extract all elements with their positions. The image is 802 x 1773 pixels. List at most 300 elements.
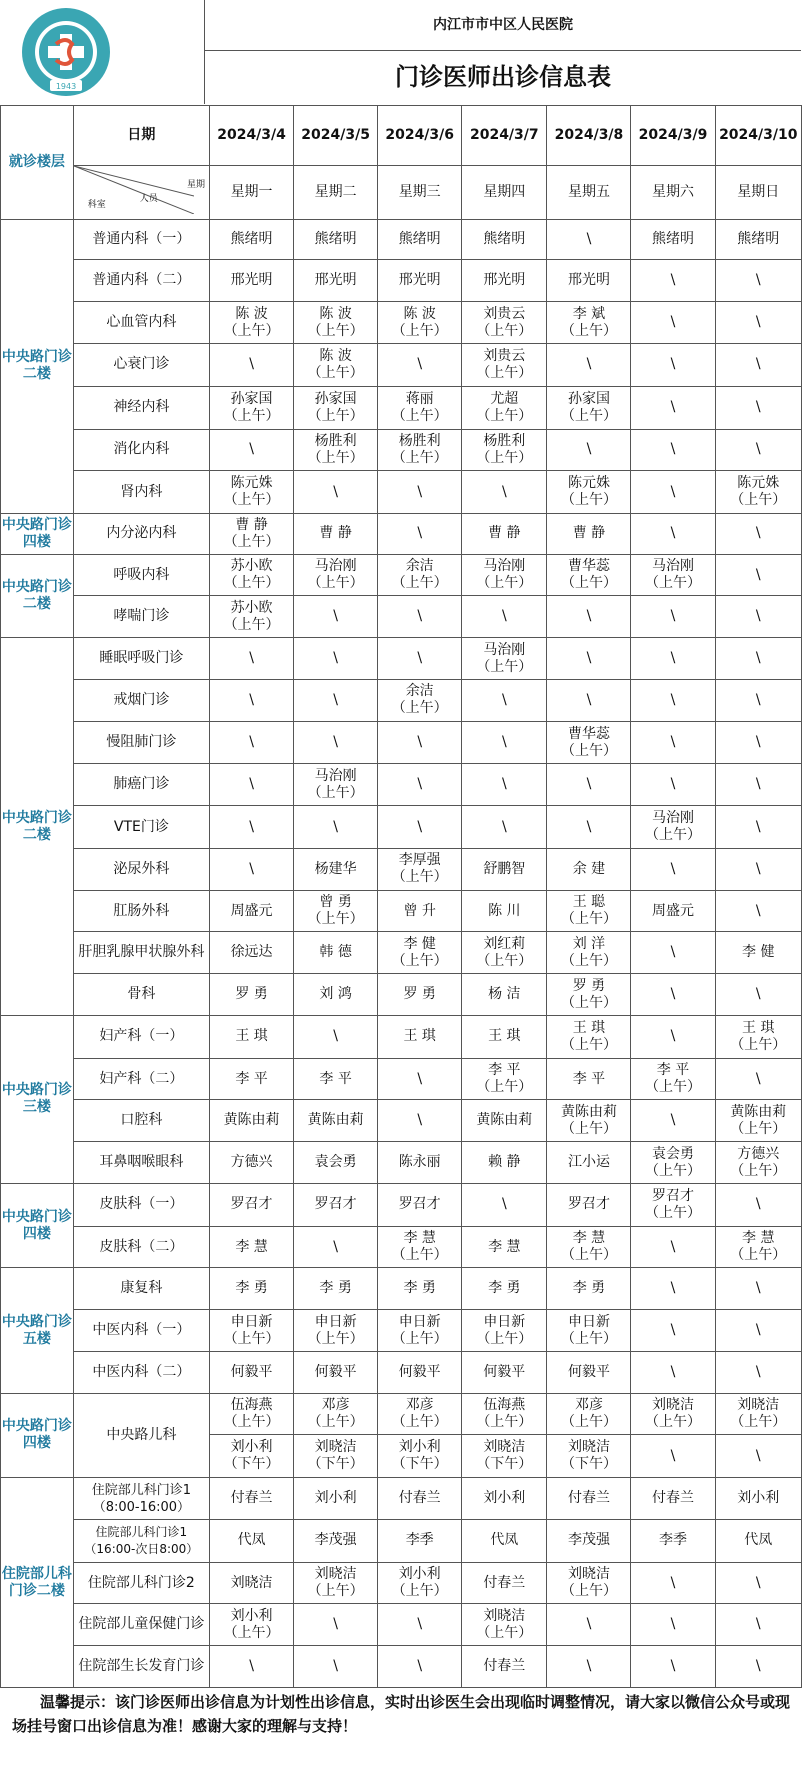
dept-cell: 肺癌门诊 [73, 764, 209, 806]
table-row [1, 1646, 802, 1688]
doctor-cell: 李 慧 （上午） [715, 1226, 801, 1268]
floor-cell: 住院部儿科门诊二楼 [1, 1478, 74, 1688]
doctor-cell: \ [547, 219, 631, 260]
table-row [1, 721, 802, 764]
doctor-cell: \ [715, 386, 801, 429]
doctor-cell: \ [715, 638, 801, 680]
doctor-cell: 熊绪明 [715, 219, 801, 260]
doctor-cell: 何毅平 [378, 1351, 462, 1393]
doctor-cell: 陈 波 （上午） [294, 343, 378, 386]
dept-cell: 神经内科 [73, 386, 209, 429]
doctor-cell: 伍海燕 （上午） [210, 1393, 294, 1435]
doctor-cell: 李 勇 [294, 1268, 378, 1310]
doctor-cell: 王 琪 （上午） [715, 1015, 801, 1058]
doctor-cell: \ [631, 1351, 715, 1393]
doctor-cell: 何毅平 [210, 1351, 294, 1393]
doctor-cell: \ [631, 974, 715, 1016]
footer-note: 温馨提示：该门诊医师出诊信息为计划性出诊信息，实时出诊医生会出现临时调整情况，请大家以微信公众号或现场挂号窗口出诊信息为准！感谢大家的理解与支持！ [12, 1693, 791, 1735]
doctor-cell: 刘贵云 （上午） [462, 302, 547, 344]
dept-cell: 戒烟门诊 [73, 679, 209, 721]
doctor-cell: 曾 升 [378, 890, 462, 932]
date-cell: 2024/3/7 [462, 106, 547, 166]
dept-cell: 中医内科（二） [73, 1351, 209, 1393]
dept-cell: VTE门诊 [73, 806, 209, 849]
doctor-cell: \ [631, 1226, 715, 1268]
doctor-cell: \ [378, 596, 462, 638]
table-row [1, 1310, 802, 1352]
doctor-cell: 孙家国 （上午） [547, 386, 631, 429]
doctor-cell: \ [462, 679, 547, 721]
doctor-cell: \ [715, 679, 801, 721]
date-header: 日期 [73, 106, 209, 166]
dept-cell: 住院部儿科门诊1 （16:00-次日8:00） [73, 1519, 209, 1562]
doctor-cell: 付春兰 [462, 1562, 547, 1604]
doctor-cell: 罗召才 [210, 1183, 294, 1226]
doctor-cell: \ [378, 1058, 462, 1100]
doctor-cell: \ [715, 806, 801, 849]
table-row [1, 974, 802, 1016]
doctor-cell: 申日新 （上午） [378, 1310, 462, 1352]
doctor-cell: 何毅平 [462, 1351, 547, 1393]
doctor-cell: 李 慧 （上午） [547, 1226, 631, 1268]
table-row [1, 471, 802, 514]
doctor-cell: 邢光明 [462, 260, 547, 302]
doctor-cell: \ [294, 638, 378, 680]
doctor-cell: 李 斌 （上午） [547, 302, 631, 344]
doctor-cell: 陈元姝 （上午） [547, 471, 631, 514]
doctor-cell: \ [547, 638, 631, 680]
doctor-cell: 王 琪 [210, 1015, 294, 1058]
doctor-cell: 黄陈由莉 [210, 1100, 294, 1142]
doctor-cell: 马治刚 （上午） [294, 764, 378, 806]
doctor-cell: \ [462, 471, 547, 514]
doctor-cell: \ [631, 1604, 715, 1646]
floor-cell: 中央路门诊二楼 [1, 638, 74, 1016]
doctor-cell: 刘小利 [715, 1478, 801, 1520]
doctor-cell: 刘晓洁 （上午） [631, 1393, 715, 1435]
doctor-cell: \ [715, 721, 801, 764]
dept-cell: 康复科 [73, 1268, 209, 1310]
table-row [1, 638, 802, 680]
doctor-cell: \ [547, 596, 631, 638]
weekday-cell: 星期六 [631, 165, 715, 219]
doctor-cell: \ [378, 806, 462, 849]
doctor-cell: 付春兰 [210, 1478, 294, 1520]
doctor-cell: 陈 川 [462, 890, 547, 932]
date-cell: 2024/3/9 [631, 106, 715, 166]
doctor-cell: 代凤 [715, 1519, 801, 1562]
doctor-cell: 刘晓洁 [210, 1562, 294, 1604]
doctor-cell: \ [378, 1100, 462, 1142]
doctor-cell: 付春兰 [462, 1646, 547, 1688]
doctor-cell: \ [462, 1183, 547, 1226]
page-title: 门诊医师出诊信息表 [395, 63, 611, 91]
table-row [1, 890, 802, 932]
doctor-cell: 曹华蕊 （上午） [547, 554, 631, 596]
doctor-cell: 付春兰 [547, 1478, 631, 1520]
doctor-cell: \ [547, 679, 631, 721]
doctor-cell: \ [294, 721, 378, 764]
doctor-cell: 杨胜利 （上午） [294, 429, 378, 471]
doctor-cell: 刘晓洁 （上午） [547, 1562, 631, 1604]
table-row [1, 386, 802, 429]
doctor-cell: 赖 静 [462, 1142, 547, 1184]
doctor-cell: 李 慧 [210, 1226, 294, 1268]
doctor-cell: \ [210, 343, 294, 386]
doctor-cell: 邢光明 [547, 260, 631, 302]
doctor-cell: \ [294, 596, 378, 638]
doctor-cell: 曹 静 [294, 514, 378, 555]
table-row [1, 219, 802, 260]
doctor-cell: 李茂强 [294, 1519, 378, 1562]
doctor-cell: 李 勇 [462, 1268, 547, 1310]
doctor-cell: 李 勇 [378, 1268, 462, 1310]
doctor-cell: \ [547, 1604, 631, 1646]
doctor-cell: \ [294, 1015, 378, 1058]
doctor-cell: 陈元姝 （上午） [210, 471, 294, 514]
doctor-cell: 刘晓洁 （上午） [462, 1604, 547, 1646]
floor-cell: 中央路门诊四楼 [1, 514, 74, 555]
table-row [1, 848, 802, 890]
table-row [1, 1351, 802, 1393]
dept-cell: 普通内科（一） [73, 219, 209, 260]
doctor-cell: \ [631, 1268, 715, 1310]
doctor-cell: 黄陈由莉 [462, 1100, 547, 1142]
floor-cell: 中央路门诊三楼 [1, 1015, 74, 1183]
doctor-cell: 熊绪明 [462, 219, 547, 260]
doctor-cell: \ [547, 806, 631, 849]
doctor-cell: 黄陈由莉 （上午） [715, 1100, 801, 1142]
doctor-cell: 何毅平 [294, 1351, 378, 1393]
doctor-cell: 罗召才 （上午） [631, 1183, 715, 1226]
dept-cell: 肾内科 [73, 471, 209, 514]
doctor-cell: 熊绪明 [294, 219, 378, 260]
doctor-cell: \ [631, 1015, 715, 1058]
dept-cell: 消化内科 [73, 429, 209, 471]
doctor-cell: \ [631, 596, 715, 638]
doctor-cell: 李 健 （上午） [378, 932, 462, 974]
doctor-cell: 熊绪明 [631, 219, 715, 260]
doctor-cell: \ [715, 1646, 801, 1688]
doctor-cell: 王 琪 [462, 1015, 547, 1058]
doctor-cell: \ [715, 429, 801, 471]
table-row [1, 429, 802, 471]
doctor-cell: 余洁 （上午） [378, 554, 462, 596]
doctor-cell: \ [378, 764, 462, 806]
doctor-cell: 李季 [378, 1519, 462, 1562]
doctor-cell: 刘晓洁 （下午） [547, 1435, 631, 1478]
floor-header: 就诊楼层 [1, 106, 74, 220]
table-row [1, 514, 802, 555]
doctor-cell: \ [210, 1646, 294, 1688]
weekday-cell: 星期一 [210, 165, 294, 219]
table-row [1, 1226, 802, 1268]
doctor-cell: 曹 静 [462, 514, 547, 555]
corner-dept-label: 科室 [87, 199, 106, 210]
page-header [0, 0, 802, 105]
floor-cell: 中央路门诊四楼 [1, 1183, 74, 1268]
doctor-cell: \ [715, 890, 801, 932]
doctor-cell: 李 健 [715, 932, 801, 974]
doctor-cell: \ [294, 1226, 378, 1268]
doctor-cell: \ [631, 386, 715, 429]
doctor-cell: 方德兴 （上午） [715, 1142, 801, 1184]
doctor-cell: \ [715, 302, 801, 344]
doctor-cell: 王 琪 （上午） [547, 1015, 631, 1058]
doctor-cell: 王 聪 （上午） [547, 890, 631, 932]
doctor-cell: 李 慧 [462, 1226, 547, 1268]
doctor-cell: 蒋丽 （上午） [378, 386, 462, 429]
table-row [1, 343, 802, 386]
doctor-cell: 李 慧 （上午） [378, 1226, 462, 1268]
doctor-cell: \ [210, 721, 294, 764]
dept-cell: 耳鼻咽喉眼科 [73, 1142, 209, 1184]
date-cell: 2024/3/4 [210, 106, 294, 166]
dept-cell: 呼吸内科 [73, 554, 209, 596]
doctor-cell: 孙家国 （上午） [294, 386, 378, 429]
doctor-cell: 马治刚 （上午） [462, 554, 547, 596]
doctor-cell: \ [631, 1562, 715, 1604]
doctor-cell: \ [547, 343, 631, 386]
doctor-cell: 刘晓洁 （上午） [715, 1393, 801, 1435]
doctor-cell: 刘 鸿 [294, 974, 378, 1016]
date-cell: 2024/3/10 [715, 106, 801, 166]
weekday-cell: 星期五 [547, 165, 631, 219]
doctor-cell: \ [294, 471, 378, 514]
doctor-cell: 杨建华 [294, 848, 378, 890]
doctor-cell: \ [715, 1058, 801, 1100]
doctor-cell: 刘晓洁 （上午） [294, 1562, 378, 1604]
table-row [1, 806, 802, 849]
doctor-cell: \ [631, 343, 715, 386]
doctor-cell: 黄陈由莉 （上午） [547, 1100, 631, 1142]
dept-cell: 住院部儿科门诊2 [73, 1562, 209, 1604]
weekday-cell: 星期四 [462, 165, 547, 219]
dept-cell: 妇产科（一） [73, 1015, 209, 1058]
doctor-cell: \ [631, 679, 715, 721]
doctor-cell: 马治刚 （上午） [631, 806, 715, 849]
doctor-cell: \ [547, 1646, 631, 1688]
doctor-cell: 李季 [631, 1519, 715, 1562]
date-cell: 2024/3/6 [378, 106, 462, 166]
doctor-cell: \ [631, 932, 715, 974]
dept-cell: 骨科 [73, 974, 209, 1016]
doctor-cell: 李 平 [210, 1058, 294, 1100]
doctor-cell: 李茂强 [547, 1519, 631, 1562]
doctor-cell: \ [631, 638, 715, 680]
doctor-cell: 罗 勇 （上午） [547, 974, 631, 1016]
table-row [1, 1393, 802, 1435]
doctor-cell: 李 平 [294, 1058, 378, 1100]
doctor-cell: 曹华蕊 （上午） [547, 721, 631, 764]
doctor-cell: 何毅平 [547, 1351, 631, 1393]
doctor-cell: \ [210, 679, 294, 721]
doctor-cell: 袁会勇 [294, 1142, 378, 1184]
doctor-cell: 徐远达 [210, 932, 294, 974]
doctor-cell: 袁会勇 （上午） [631, 1142, 715, 1184]
doctor-cell: 申日新 （上午） [462, 1310, 547, 1352]
doctor-cell: 罗召才 [294, 1183, 378, 1226]
dept-cell: 心衰门诊 [73, 343, 209, 386]
doctor-cell: 邓彦 （上午） [294, 1393, 378, 1435]
logo-area [0, 0, 205, 104]
doctor-cell: \ [210, 638, 294, 680]
doctor-cell: 刘小利 （下午） [378, 1435, 462, 1478]
doctor-cell: \ [631, 1435, 715, 1478]
weekday-header-row [1, 165, 802, 219]
doctor-cell: 申日新 （上午） [547, 1310, 631, 1352]
hospital-name: 内江市市中区人民医院 [205, 0, 801, 51]
doctor-cell: \ [462, 806, 547, 849]
dept-cell: 妇产科（二） [73, 1058, 209, 1100]
doctor-cell: 尤超 （上午） [462, 386, 547, 429]
doctor-cell: 申日新 （上午） [210, 1310, 294, 1352]
dept-cell: 口腔科 [73, 1100, 209, 1142]
doctor-cell: 余 建 [547, 848, 631, 890]
doctor-cell: \ [631, 1310, 715, 1352]
table-row [1, 1015, 802, 1058]
doctor-cell: 代凤 [210, 1519, 294, 1562]
dept-cell: 中医内科（一） [73, 1310, 209, 1352]
doctor-cell: \ [631, 302, 715, 344]
doctor-cell: 罗召才 [378, 1183, 462, 1226]
doctor-cell: 罗 勇 [378, 974, 462, 1016]
dept-cell: 哮喘门诊 [73, 596, 209, 638]
floor-cell: 中央路门诊五楼 [1, 1268, 74, 1393]
table-row [1, 1478, 802, 1520]
doctor-cell: 陈 波 （上午） [378, 302, 462, 344]
doctor-cell: 孙家国 （上午） [210, 386, 294, 429]
doctor-cell: \ [294, 1604, 378, 1646]
table-row [1, 1183, 802, 1226]
doctor-cell: 李 平 （上午） [462, 1058, 547, 1100]
doctor-cell: \ [715, 974, 801, 1016]
svg-text:1943: 1943 [55, 82, 77, 91]
schedule-table [0, 105, 802, 1688]
doctor-cell: 李 平 （上午） [631, 1058, 715, 1100]
doctor-cell: 刘红莉 （上午） [462, 932, 547, 974]
doctor-cell: 李 勇 [547, 1268, 631, 1310]
doctor-cell: \ [378, 343, 462, 386]
doctor-cell: 邢光明 [210, 260, 294, 302]
doctor-cell: 刘 洋 （上午） [547, 932, 631, 974]
dept-cell: 中央路儿科 [73, 1393, 209, 1478]
weekday-cell: 星期日 [715, 165, 801, 219]
doctor-cell: 代凤 [462, 1519, 547, 1562]
doctor-cell: 周盛元 [631, 890, 715, 932]
doctor-cell: 刘小利 （下午） [210, 1435, 294, 1478]
table-row [1, 260, 802, 302]
doctor-cell: 李 勇 [210, 1268, 294, 1310]
doctor-cell: \ [378, 1646, 462, 1688]
doctor-cell: 刘小利 （上午） [378, 1562, 462, 1604]
table-row [1, 1100, 802, 1142]
doctor-cell: 付春兰 [631, 1478, 715, 1520]
doctor-cell: 苏小欧 （上午） [210, 554, 294, 596]
doctor-cell: \ [294, 1646, 378, 1688]
doctor-cell: 付春兰 [378, 1478, 462, 1520]
doctor-cell: 熊绪明 [378, 219, 462, 260]
doctor-cell: \ [294, 679, 378, 721]
doctor-cell: 韩 德 [294, 932, 378, 974]
doctor-cell: 曹 静 （上午） [210, 514, 294, 555]
doctor-cell: 黄陈由莉 [294, 1100, 378, 1142]
doctor-cell: 马治刚 （上午） [294, 554, 378, 596]
doctor-cell: \ [631, 260, 715, 302]
doctor-cell: 方德兴 [210, 1142, 294, 1184]
table-row [1, 1562, 802, 1604]
table-row [1, 679, 802, 721]
doctor-cell: \ [715, 1604, 801, 1646]
doctor-cell: \ [715, 1310, 801, 1352]
dept-cell: 皮肤科（一） [73, 1183, 209, 1226]
doctor-cell: \ [715, 1562, 801, 1604]
doctor-cell: 刘晓洁 （下午） [294, 1435, 378, 1478]
doctor-cell: 马治刚 （上午） [462, 638, 547, 680]
doctor-cell: \ [210, 848, 294, 890]
doctor-cell: \ [631, 721, 715, 764]
doctor-cell: \ [631, 429, 715, 471]
table-row [1, 1268, 802, 1310]
dept-cell: 睡眠呼吸门诊 [73, 638, 209, 680]
doctor-cell: \ [210, 806, 294, 849]
doctor-cell: 陈元姝 （上午） [715, 471, 801, 514]
floor-cell: 中央路门诊四楼 [1, 1393, 74, 1478]
corner-cell [73, 165, 209, 219]
doctor-cell: 申日新 （上午） [294, 1310, 378, 1352]
doctor-cell: \ [715, 343, 801, 386]
doctor-cell: \ [631, 514, 715, 555]
table-row [1, 1604, 802, 1646]
doctor-cell: 李 平 [547, 1058, 631, 1100]
table-row [1, 1519, 802, 1562]
doctor-cell: 王 琪 [378, 1015, 462, 1058]
doctor-cell: \ [715, 1183, 801, 1226]
doctor-cell: 邓彦 （上午） [547, 1393, 631, 1435]
table-row [1, 596, 802, 638]
doctor-cell: \ [378, 721, 462, 764]
table-row [1, 554, 802, 596]
doctor-cell: \ [715, 1435, 801, 1478]
dept-cell: 住院部生长发育门诊 [73, 1646, 209, 1688]
floor-cell: 中央路门诊二楼 [1, 219, 74, 513]
doctor-cell: 陈 波 （上午） [210, 302, 294, 344]
doctor-cell: 刘贵云 （上午） [462, 343, 547, 386]
doctor-cell: \ [631, 1646, 715, 1688]
dept-cell: 慢阻肺门诊 [73, 721, 209, 764]
doctor-cell: 邢光明 [378, 260, 462, 302]
doctor-cell: \ [294, 806, 378, 849]
dept-cell: 普通内科（二） [73, 260, 209, 302]
doctor-cell: \ [715, 1351, 801, 1393]
doctor-cell: 邢光明 [294, 260, 378, 302]
doctor-cell: 杨胜利 （上午） [378, 429, 462, 471]
doctor-cell: 马治刚 （上午） [631, 554, 715, 596]
doctor-cell: \ [715, 596, 801, 638]
dept-cell: 住院部儿童保健门诊 [73, 1604, 209, 1646]
doctor-cell: 舒鹏智 [462, 848, 547, 890]
dept-cell: 肛肠外科 [73, 890, 209, 932]
table-row [1, 1058, 802, 1100]
dept-cell: 皮肤科（二） [73, 1226, 209, 1268]
doctor-cell: 罗 勇 [210, 974, 294, 1016]
weekday-cell: 星期二 [294, 165, 378, 219]
doctor-cell: \ [631, 848, 715, 890]
doctor-cell: 李厚强 （上午） [378, 848, 462, 890]
dept-cell: 肝胆乳腺甲状腺外科 [73, 932, 209, 974]
doctor-cell: \ [715, 260, 801, 302]
dept-cell: 住院部儿科门诊1 （8:00-16:00） [73, 1478, 209, 1520]
